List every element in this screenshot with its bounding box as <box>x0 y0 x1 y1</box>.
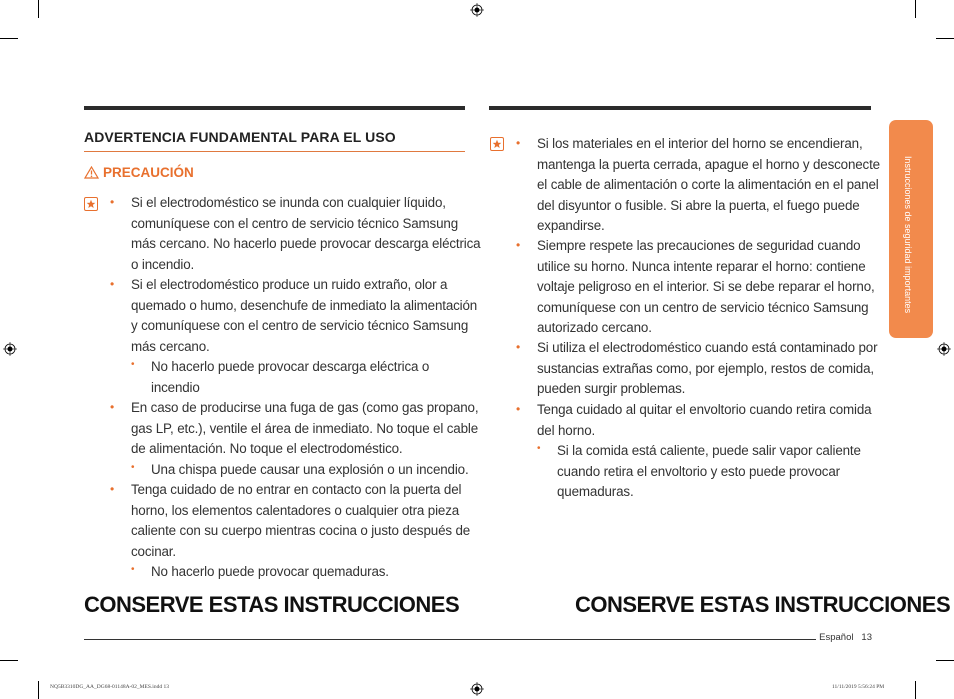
list-item: Siempre respete las precauciones de seguridad cuando utilice su horno. Nunca intente reparar el horno: contiene voltaje peligroso en el interior. Si se debe reparar el horno, comuníquese con un centro de servicio técnico Samsung autorizado cercano. <box>537 238 875 335</box>
sub-list-item: Una chispa puede causar una explosión o un incendio. <box>151 462 469 477</box>
sub-list-item: No hacerlo puede provocar quemaduras. <box>151 564 389 579</box>
left-column-top-rule <box>84 106 465 110</box>
bullet-icon: • <box>110 482 115 496</box>
bullet-icon: • <box>516 340 521 354</box>
right-column-top-rule <box>489 106 871 110</box>
caution-text: PRECAUCIÓN <box>103 165 194 180</box>
star-icon <box>84 197 98 211</box>
registration-mark-icon <box>937 342 951 356</box>
footer-language: Español <box>819 632 854 643</box>
section-heading: ADVERTENCIA FUNDAMENTAL PARA EL USO <box>84 129 396 145</box>
page-number: 13 <box>861 632 872 643</box>
list-item: En caso de producirse una fuga de gas (como gas propano, gas LP, etc.), ventile el área de inmediato. No toque el cable de alimentación. No toque el electrodoméstico. <box>131 400 479 456</box>
registration-mark-icon <box>3 342 17 356</box>
print-slug-file: NQ5B3310DG_AA_DG68-01148A-02_MES.indd 13 <box>50 684 169 690</box>
conserve-instructions-right: CONSERVE ESTAS INSTRUCCIONES <box>575 592 951 617</box>
section-heading-rule <box>84 151 465 152</box>
footer <box>819 632 872 643</box>
caution-label <box>84 165 194 180</box>
registration-mark-icon <box>470 682 484 696</box>
footer-rule <box>84 639 816 640</box>
list-item: Si el electrodoméstico se inunda con cualquier líquido, comuníquese con el centro de servicio técnico Samsung más cercano. No hacerlo puede provocar descarga eléctrica o incendio. <box>131 195 481 272</box>
sub-bullet-icon: • <box>537 443 541 454</box>
bullet-icon: • <box>516 238 521 252</box>
sub-bullet-icon: • <box>131 564 135 575</box>
list-item: Si el electrodoméstico produce un ruido extraño, olor a quemado o humo, desenchufe de inmediato la alimentación y comuníquese con el centro de servicio técnico Samsung más cercano. <box>131 277 478 354</box>
sub-bullet-icon: • <box>131 359 135 370</box>
print-slug-date: 11/11/2019 5:56:24 PM <box>832 684 885 690</box>
sub-bullet-icon: • <box>131 462 135 473</box>
list-item: Tenga cuidado de no entrar en contacto con la puerta del horno, los elementos calentadores o cualquier otra pieza caliente con su cuerpo mientras cocina o justo después de cocinar. <box>131 482 471 559</box>
list-item: Si los materiales en el interior del horno se encendieran, mantenga la puerta cerrada, apague el horno y desconecte el cable de alimentación o corte la alimentación en el panel del disyuntor o fusible. Si abre la puerta, el fuego puede expandirse. <box>537 136 880 233</box>
warning-triangle-icon <box>84 166 99 179</box>
side-tab-label: Instrucciones de seguridad importantes <box>903 156 913 314</box>
bullet-icon: • <box>110 400 115 414</box>
bullet-icon: • <box>110 277 115 291</box>
registration-mark-icon <box>470 3 484 17</box>
list-item: Si utiliza el electrodoméstico cuando está contaminado por sustancias extrañas como, por ejemplo, restos de comida, pueden surgir problemas. <box>537 340 878 396</box>
bullet-icon: • <box>516 136 521 150</box>
sub-list-item: Si la comida está caliente, puede salir vapor caliente cuando retira el envoltorio y esto puede provocar quemaduras. <box>557 443 861 499</box>
conserve-instructions-left: CONSERVE ESTAS INSTRUCCIONES <box>84 592 460 617</box>
list-item: Tenga cuidado al quitar el envoltorio cuando retira comida del horno. <box>537 402 872 438</box>
star-icon <box>490 137 504 151</box>
sub-list-item: No hacerlo puede provocar descarga eléctrica o incendio <box>151 359 430 395</box>
side-section-tab <box>889 120 933 338</box>
bullet-icon: • <box>110 195 115 209</box>
bullet-icon: • <box>516 402 521 416</box>
